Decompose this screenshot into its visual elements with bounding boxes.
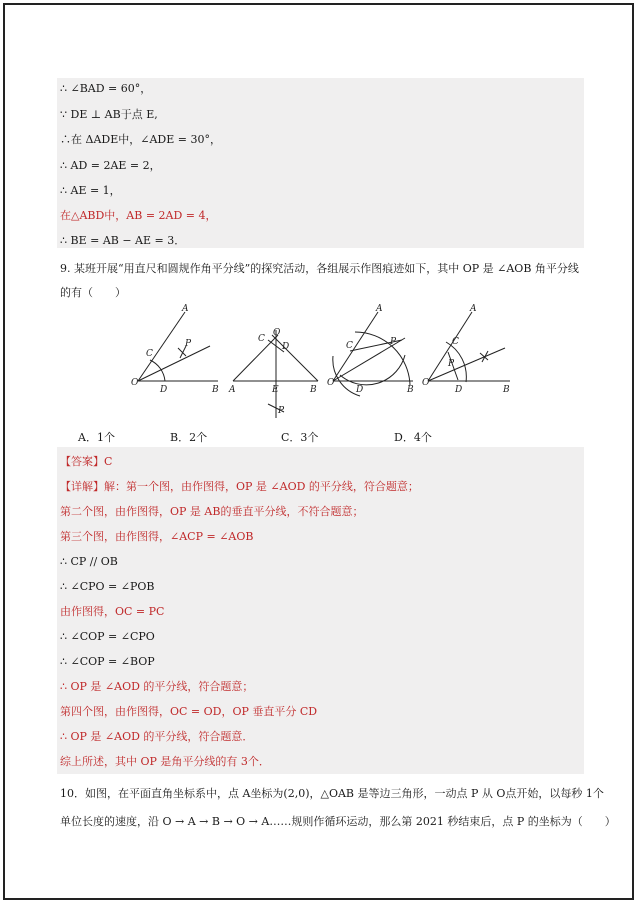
fig-label-P: P (390, 337, 397, 347)
fig-label-B: B (407, 385, 414, 395)
fig-label-B: B (503, 385, 510, 395)
option-c[interactable]: C．3个 (281, 431, 319, 444)
proof-line: ∴ ∠BAD = 60°， (60, 82, 152, 95)
fig-label-B: B (212, 385, 219, 395)
fig-label-B: B (310, 385, 317, 395)
fig-label-O: O (327, 378, 335, 388)
proof-line: ∴在 ΔADE中，∠ADE = 30°， (60, 133, 221, 146)
proof-line: ∵ DE ⊥ AB于点 E, (60, 108, 158, 121)
answer-line: ∴ ∠CPO = ∠POB (60, 580, 155, 593)
fig-label-C: C (346, 341, 353, 351)
fig-label-E: E (272, 385, 279, 395)
question-9-text-cont: 的有（ ） (60, 286, 126, 299)
option-d[interactable]: D．4个 (394, 431, 432, 444)
fig-label-C: C (146, 349, 153, 359)
fig-label-D: D (160, 385, 168, 395)
fig-label-A: A (229, 385, 236, 395)
answer-line: ∴ ∠COP = ∠BOP (60, 655, 155, 668)
answer-line: 由作图得，OC = PC (60, 605, 165, 618)
option-b[interactable]: B．2个 (170, 431, 208, 444)
fig-label-O: O (422, 378, 430, 388)
proof-line: 在△ABD中，AB = 2AD = 4， (60, 209, 217, 222)
answer-summary: 综上所述，其中 OP 是角平分线的有 3个． (60, 755, 270, 768)
answer-line: 第三个图，由作图得，∠ACP = ∠AOB (60, 530, 254, 543)
answer-line: 【详解】解：第一个图，由作图得，OP 是 ∠AOD 的平分线，符合题意； (60, 480, 419, 493)
fig-label-D: D (455, 385, 463, 395)
fig-label-A: A (470, 304, 477, 314)
answer-line: 第四个图，由作图得，OC = OD，OP 垂直平分 CD (60, 705, 318, 718)
question-10-text: 10．如图，在平面直角坐标系中，点 A坐标为(2,0)，△OAB 是等边三角形，一动点 P 从 O点开始，以每秒 1个 (60, 787, 604, 800)
fig-label-D: D (356, 385, 364, 395)
proof-line: ∴ AD = 2AE = 2， (60, 159, 161, 172)
fig-label-C: C (452, 337, 459, 347)
answer-label: 【答案】C (60, 455, 113, 468)
fig-label-C: C (258, 334, 265, 344)
answer-line: ∴ ∠COP = ∠CPO (60, 630, 155, 643)
answer-line: 第二个图，由作图得，OP 是 AB的垂直平分线，不符合题意； (60, 505, 364, 518)
fig-label-P: P (278, 406, 285, 416)
question-9-figures (0, 300, 640, 420)
fig-label-P: P (448, 359, 455, 369)
option-a[interactable]: A．1个 (78, 431, 115, 444)
proof-line: ∴ AE = 1， (60, 184, 121, 197)
proof-line: ∴ BE = AB − AE = 3． (60, 234, 186, 247)
answer-line: ∴ CP // OB (60, 555, 118, 568)
fig-label-D: D (282, 342, 290, 352)
fig-label-A: A (182, 304, 189, 314)
fig-label-P: P (185, 339, 192, 349)
question-10-text-cont: 单位长度的速度，沿 O → A → B → O → A……规则作循环运动，那么第 2021 秒结束后，点 P 的坐标为（ ） (60, 815, 616, 828)
fig-label-O: O (131, 378, 139, 388)
fig-label-A: A (376, 304, 383, 314)
answer-line: ∴ OP 是 ∠AOD 的平分线，符合题意； (60, 680, 254, 693)
answer-line: ∴ OP 是 ∠AOD 的平分线，符合题意． (60, 730, 254, 743)
fig-label-O: O (273, 328, 281, 338)
question-9-text: 9. 某班开展“用直尺和圆规作角平分线”的探究活动，各组展示作图痕迹如下，其中 OP 是 ∠AOB 角平分线 (60, 262, 579, 275)
